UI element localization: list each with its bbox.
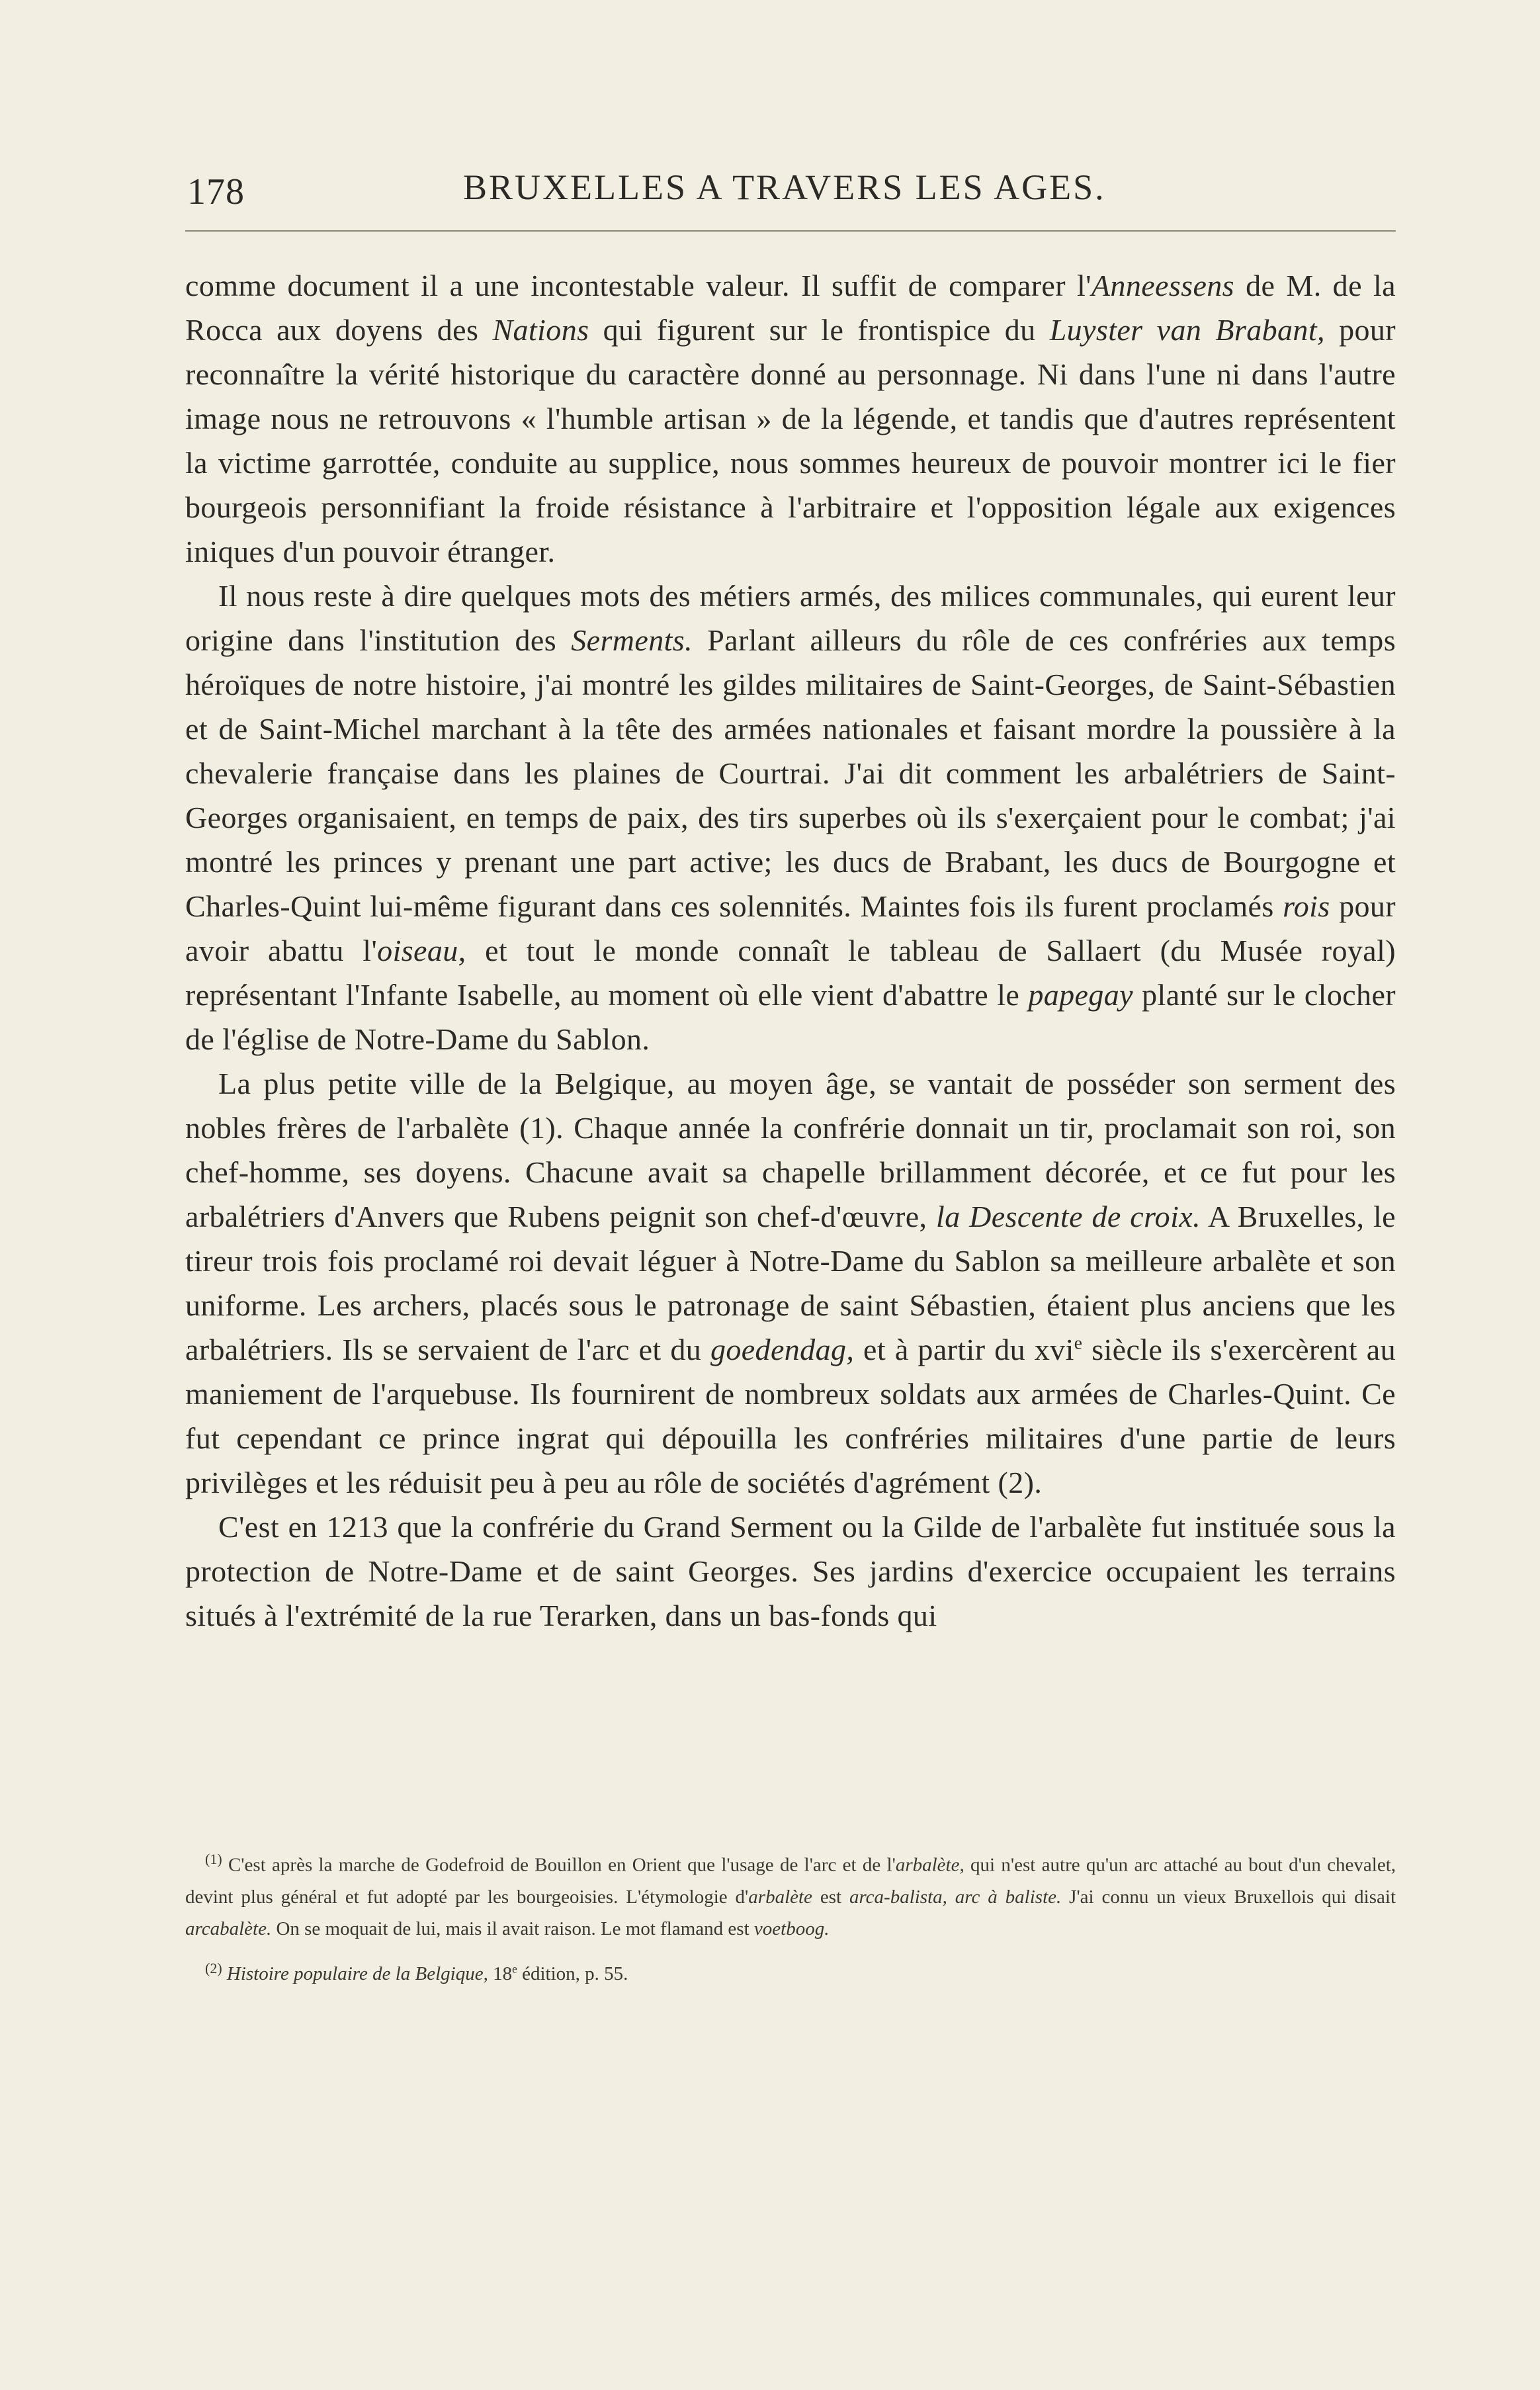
footnotes [185, 1843, 1396, 1990]
paragraph: La plus petite ville de la Belgique, au moyen âge, se vantait de posséder son serment des nobles frères de l'arbalète (1). Chaque année la confrérie donnait un tir, proclamait son roi, son chef-homme, ses doyens. Chacune avait sa chapelle brillamment décorée, et ce fut pour les arbalétriers d'Anvers que Rubens peignit son chef-d'œuvre, la Descente de croix. A Bruxelles, le tireur trois fois proclamé roi devait léguer à Notre-Dame du Sablon sa meilleure arbalète et son uniforme. Les archers, placés sous le patronage de saint Sébastien, étaient plus anciens que les arbalétriers. Ils se servaient de l'arc et du goedendag, et à partir du xvi$^e$ siècle ils s'exercèrent au maniement de l'arquebuse. Ils fournirent de nombreux soldats aux armées de Charles-Quint. Ce fut cependant ce prince ingrat qui dépouilla les confréries militaires d'une partie de leurs privilèges et les réduisit peu à peu au rôle de sociétés d'agrément (2). [185, 1067, 1396, 1499]
footnote-text: Histoire populaire de la Belgique, 18e édition, p. 55. [226, 1962, 628, 1985]
footnote-marker: (2) [205, 1959, 222, 1976]
running-title: BRUXELLES A TRAVERS LES AGES. [463, 167, 1106, 207]
body-text [185, 263, 1396, 1638]
page-number: 178 [187, 171, 245, 212]
paragraph: comme document il a une incontestable valeur. Il suffit de comparer l'Anneessens de M. de la Rocca aux doyens des Nations qui figurent sur le frontispice du Luyster van Brabant, pour reconnaître la vérité historique du caractère donné au personnage. Ni dans l'une ni dans l'autre image nous ne retrouvons « l'humble artisan » de la légende, et tandis que d'autres représentent la victime garrottée, conduite au supplice, nous sommes heureux de pouvoir montrer ici le fier bourgeois personnifiant la froide résistance à l'arbitraire et l'opposition légale aux exigences iniques d'un pouvoir étranger. [185, 269, 1396, 568]
footnote [185, 1953, 1396, 1990]
paragraph: C'est en 1213 que la confrérie du Grand Serment ou la Gilde de l'arbalète fut instituée sous la protection de Notre-Dame et de saint Georges. Ses jardins d'exercice occupaient les terrains situés à l'extrémité de la rue Terarken, dans un bas-fonds qui [185, 1510, 1396, 1632]
footnote-marker: (1) [205, 1851, 222, 1867]
paragraph: Il nous reste à dire quelques mots des métiers armés, des milices communales, qui eurent leur origine dans l'institution des Serments. Parlant ailleurs du rôle de ces confréries aux temps héroïques de notre histoire, j'ai montré les gildes militaires de Saint-Georges, de Saint-Sébastien et de Saint-Michel marchant à la tête des armées nationales et faisant mordre la poussière à la chevalerie française dans les plaines de Courtrai. J'ai dit comment les arbalétriers de Saint-Georges organisaient, en temps de paix, des tirs superbes où ils s'exerçaient pour le combat; j'ai montré les princes y prenant une part active; les ducs de Brabant, les ducs de Bourgogne et Charles-Quint lui-même figurant dans ces solennités. Maintes fois ils furent proclamés rois pour avoir abattu l'oiseau, et tout le monde connaît le tableau de Sallaert (du Musée royal) représentant l'Infante Isabelle, au moment où elle vient d'abattre le papegay planté sur le clocher de l'église de Notre-Dame du Sablon. [185, 579, 1396, 1056]
footnote [185, 1843, 1396, 1945]
footnote-text: C'est après la marche de Godefroid de Bouillon en Orient que l'usage de l'arc et de l'arbalète, qui n'est autre qu'un arc attaché au bout d'un chevalet, devint plus général et fut adopté par les bourgeoisies. L'étymologie d'arbalète est arca-balista, arc à baliste. J'ai connu un vieux Bruxellois qui disait arcabalète. On se moquait de lui, mais il avait raison. Le mot flamand est voetboog. [185, 1854, 1396, 1939]
header-rule [185, 230, 1396, 232]
